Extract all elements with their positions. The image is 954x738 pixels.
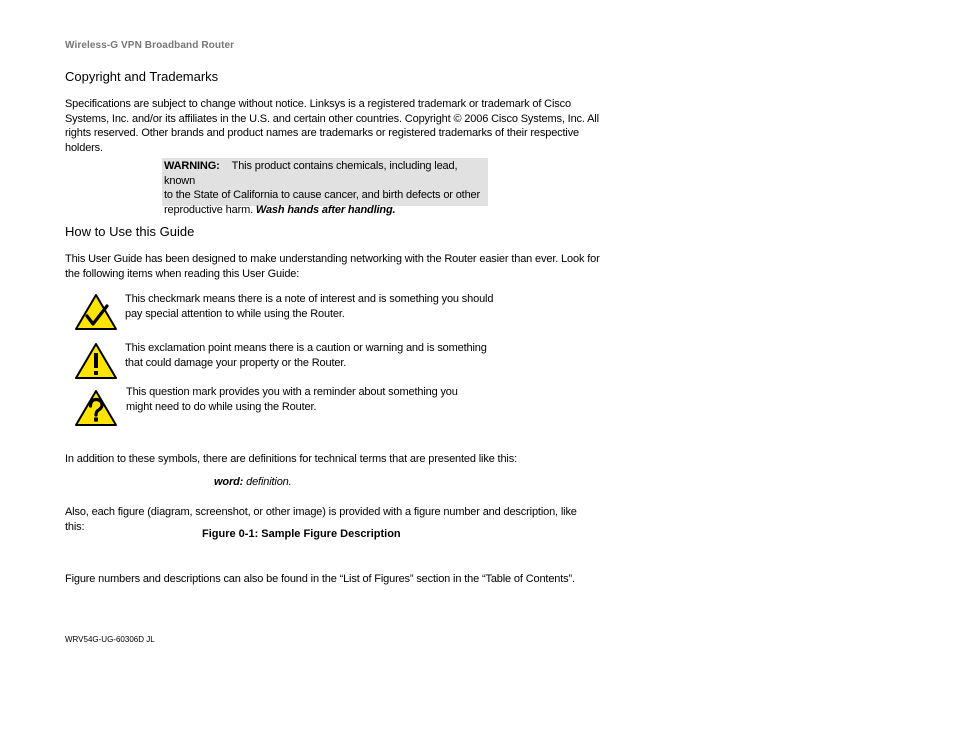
symbol-line: that could damage your property or the Router. xyxy=(125,356,347,369)
warning-text: to the State of California to cause cancer, and birth defects or other xyxy=(164,189,481,201)
symbol-line: This exclamation point means there is a caution or warning and is something xyxy=(125,342,487,354)
copyright-line: Systems, Inc. and/or its affiliates in the U.S. and certain other countries. Copyright © 2006 Cisco Systems, Inc. All xyxy=(65,112,599,125)
figure-caption: Figure 0-1: Sample Figure Description xyxy=(202,528,401,540)
guide-intro-line: the following items when reading this User Guide: xyxy=(65,267,300,280)
definitions-intro: In addition to these symbols, there are definitions for technical terms that are presented like this: xyxy=(65,453,517,465)
exclamation-icon xyxy=(74,342,118,380)
symbol-line: This question mark provides you with a reminder about something you xyxy=(126,386,458,398)
checkmark-icon xyxy=(74,293,118,331)
question-icon xyxy=(74,389,118,427)
copyright-line: Specifications are subject to change without notice. Linksys is a registered trademark or trademark of Cisco xyxy=(65,98,571,110)
copyright-line: rights reserved. Other brands and product names are trademarks or registered trademarks of their respective xyxy=(65,127,580,139)
document-header: Wireless-G VPN Broadband Router xyxy=(65,40,235,51)
term-example xyxy=(214,475,292,490)
copyright-line: holders. xyxy=(65,141,103,154)
warning-box xyxy=(162,158,488,216)
warning-text: reproductive harm. xyxy=(164,203,254,216)
term-word: word: xyxy=(214,476,244,488)
warning-label: WARNING: xyxy=(164,160,220,172)
question-description xyxy=(126,385,506,414)
symbol-line: This checkmark means there is a note of interest and is something you should xyxy=(125,293,494,305)
copyright-title: Copyright and Trademarks xyxy=(65,69,219,84)
copyright-paragraph xyxy=(65,97,605,155)
exclamation-description xyxy=(125,341,505,370)
symbol-line: might need to do while using the Router. xyxy=(126,400,317,413)
guide-intro xyxy=(65,252,605,281)
figure-intro-line: Also, each figure (diagram, screenshot, or other image) is provided with a figure number and description, like xyxy=(65,506,577,518)
guide-title: How to Use this Guide xyxy=(65,224,195,239)
warning-emphasis: Wash hands after handling. xyxy=(255,203,396,216)
figures-note: Figure numbers and descriptions can also be found in the “List of Figures” section in the “Table of Contents”. xyxy=(65,573,575,585)
document-code: WRV54G-UG-60306D JL xyxy=(65,635,155,644)
checkmark-description xyxy=(125,292,505,321)
term-definition: definition. xyxy=(246,476,292,488)
symbol-line: pay special attention to while using the Router. xyxy=(125,307,345,320)
figure-intro-line: this: xyxy=(65,520,85,533)
guide-intro-line: This User Guide has been designed to make understanding networking with the Router easier than ever. Look for xyxy=(65,253,600,265)
warning-text: This product contains chemicals, including lead, known xyxy=(164,160,458,187)
